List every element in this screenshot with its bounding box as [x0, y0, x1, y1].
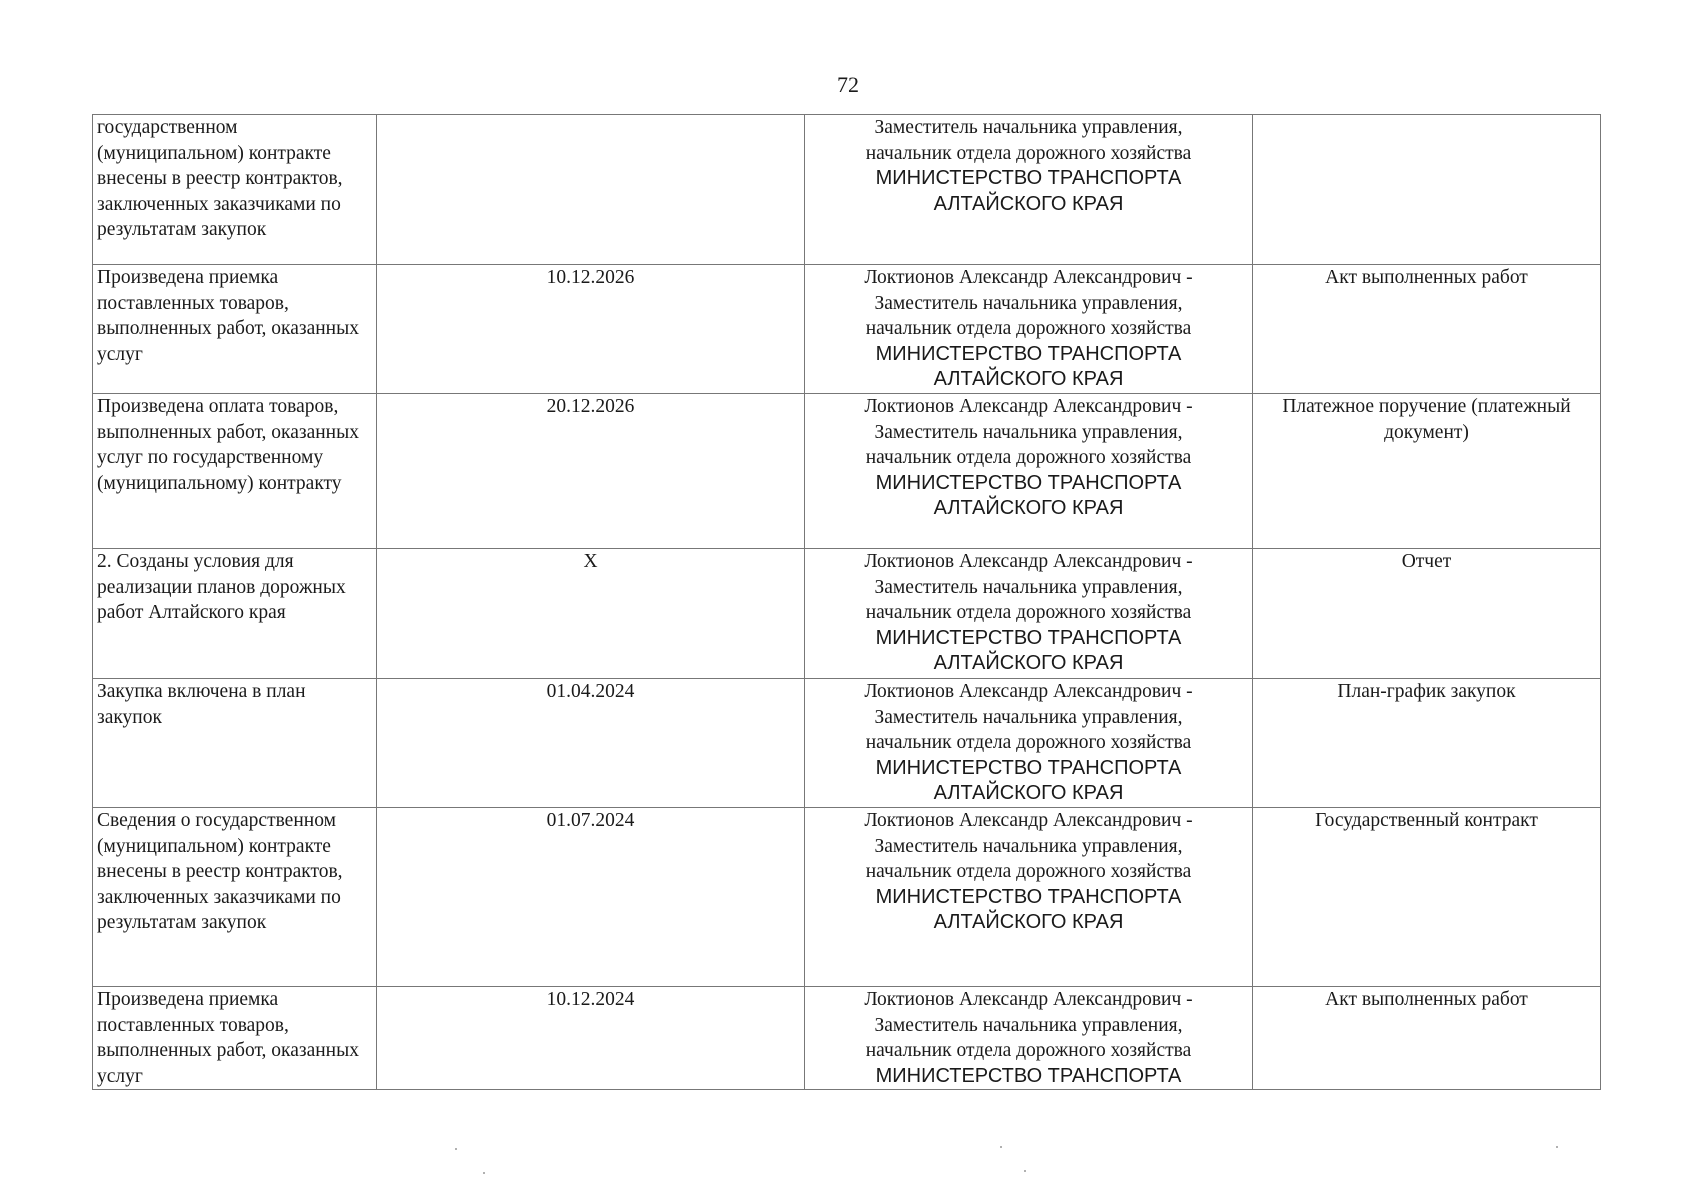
responsible-position: Заместитель начальника управления,: [874, 835, 1183, 857]
responsible-cell: [805, 394, 1253, 549]
document-cell: План-график закупок: [1253, 679, 1601, 808]
organization-name: МИНИСТЕРСТВО ТРАНСПОРТА: [875, 885, 1182, 908]
page-number: 72: [837, 72, 859, 97]
responsible-position: начальник отдела дорожного хозяйства: [865, 447, 1192, 469]
responsible-position: начальник отдела дорожного хозяйства: [865, 732, 1192, 754]
event-cell: Произведена приемка поставленных товаров, выполненных работ, оказанных услуг: [93, 987, 377, 1090]
date-cell: 10.12.2026: [377, 265, 805, 394]
responsible-cell: [805, 115, 1253, 265]
document-cell: [1253, 115, 1601, 265]
organization-name: МИНИСТЕРСТВО ТРАНСПОРТА: [875, 626, 1182, 649]
organization-name: АЛТАЙСКОГО КРАЯ: [933, 782, 1124, 805]
table-row: [93, 987, 1601, 1090]
responsible-cell: [805, 679, 1253, 808]
responsible-position: начальник отдела дорожного хозяйства: [865, 142, 1192, 164]
responsible-position: начальник отдела дорожного хозяйства: [865, 318, 1192, 340]
responsible-cell: [805, 549, 1253, 679]
organization-name: АЛТАЙСКОГО КРАЯ: [933, 192, 1124, 215]
scan-speck: [1000, 1146, 1002, 1148]
event-cell: Закупка включена в план закупок: [93, 679, 377, 808]
responsible-position: начальник отдела дорожного хозяйства: [865, 602, 1192, 624]
date-cell: X: [377, 549, 805, 679]
responsible-name: Локтионов Александр Александрович -: [864, 396, 1193, 417]
responsible-cell: [805, 987, 1253, 1090]
table-row: [93, 394, 1601, 549]
responsible-name: Локтионов Александр Александрович -: [864, 989, 1193, 1010]
table-row: [93, 808, 1601, 987]
scan-speck: [455, 1148, 457, 1150]
responsible-position: Заместитель начальника управления,: [874, 292, 1183, 314]
table-row: [93, 679, 1601, 808]
event-cell: Произведена приемка поставленных товаров, выполненных работ, оказанных услуг: [93, 265, 377, 394]
table-row: [93, 265, 1601, 394]
event-cell: государственном (муниципальном) контракте внесены в реестр контрактов, заключенных заказчиками по результатам закупок: [93, 115, 377, 265]
organization-name: АЛТАЙСКОГО КРАЯ: [933, 368, 1124, 391]
responsible-position: начальник отдела дорожного хозяйства: [865, 861, 1192, 883]
date-cell: 10.12.2024: [377, 987, 805, 1090]
responsible-cell: [805, 808, 1253, 987]
document-cell: Отчет: [1253, 549, 1601, 679]
responsible-name: Локтионов Александр Александрович -: [864, 551, 1193, 572]
responsible-position: Заместитель начальника управления,: [874, 576, 1183, 598]
responsible-position: Заместитель начальника управления,: [874, 706, 1183, 728]
responsible-name: Локтионов Александр Александрович -: [864, 681, 1193, 702]
document-cell: Государственный контракт: [1253, 808, 1601, 987]
responsible-name: Локтионов Александр Александрович -: [864, 810, 1193, 831]
document-cell: Акт выполненных работ: [1253, 987, 1601, 1090]
responsible-position: Заместитель начальника управления,: [874, 421, 1183, 443]
table-row: [93, 115, 1601, 265]
date-cell: [377, 115, 805, 265]
date-cell: 01.07.2024: [377, 808, 805, 987]
event-cell: Произведена оплата товаров, выполненных работ, оказанных услуг по государственному (муниципальному) контракту: [93, 394, 377, 549]
responsible-name: Локтионов Александр Александрович -: [864, 267, 1193, 288]
event-cell: Сведения о государственном (муниципальном) контракте внесены в реестр контрактов, заключенных заказчиками по результатам закупок: [93, 808, 377, 987]
organization-name: МИНИСТЕРСТВО ТРАНСПОРТА: [875, 471, 1182, 494]
organization-name: МИНИСТЕРСТВО ТРАНСПОРТА: [875, 1064, 1182, 1087]
document-cell: Акт выполненных работ: [1253, 265, 1601, 394]
plan-table: [92, 114, 1601, 1090]
scan-speck: [483, 1172, 485, 1174]
organization-name: АЛТАЙСКОГО КРАЯ: [933, 497, 1124, 520]
scan-speck: [1024, 1170, 1026, 1172]
organization-name: МИНИСТЕРСТВО ТРАНСПОРТА: [875, 342, 1182, 365]
responsible-position: Заместитель начальника управления,: [874, 1014, 1183, 1036]
organization-name: МИНИСТЕРСТВО ТРАНСПОРТА: [875, 167, 1182, 190]
scan-speck: [1556, 1146, 1558, 1148]
organization-name: АЛТАЙСКОГО КРАЯ: [933, 911, 1124, 934]
document-cell: Платежное поручение (платежный документ): [1253, 394, 1601, 549]
table-row: [93, 549, 1601, 679]
responsible-cell: [805, 265, 1253, 394]
responsible-position: начальник отдела дорожного хозяйства: [865, 1040, 1192, 1062]
event-cell: 2. Созданы условия для реализации планов дорожных работ Алтайского края: [93, 549, 377, 679]
responsible-position: Заместитель начальника управления,: [874, 117, 1183, 138]
organization-name: МИНИСТЕРСТВО ТРАНСПОРТА: [875, 756, 1182, 779]
date-cell: 01.04.2024: [377, 679, 805, 808]
organization-name: АЛТАЙСКОГО КРАЯ: [933, 652, 1124, 675]
date-cell: 20.12.2026: [377, 394, 805, 549]
